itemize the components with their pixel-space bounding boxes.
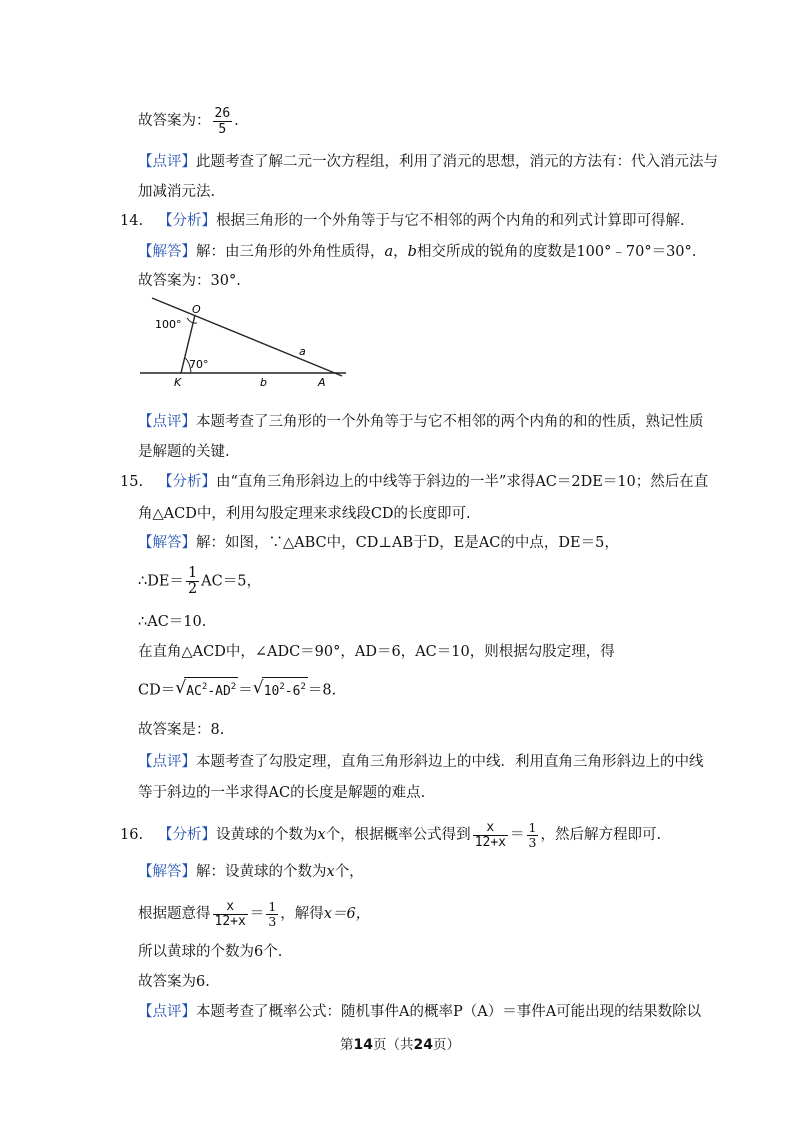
- review-line: 【点评】此题考查了解二元一次方程组，利用了消元的思想，消元的方法有：代入消元法与: [138, 154, 718, 170]
- question-number: 14.: [120, 213, 144, 229]
- radical: √ $10^2-6^2$: [252, 678, 306, 699]
- question-number: 16.: [120, 827, 144, 843]
- radical: √ $AC^2-AD^2$: [175, 678, 237, 699]
- analysis-tag: 【分析】: [158, 474, 216, 490]
- line-a: [152, 298, 342, 376]
- solution-step: 根据题意得 $\frac{x}{12+x}$ ＝ $\frac{1}{3}$ ，解得x＝6，: [138, 898, 371, 929]
- analysis-line-continued: 角△ACD中，利用勾股定理来求线段CD的长度即可.: [138, 506, 471, 522]
- one-third-fraction: $\frac{1}{3}$: [268, 898, 277, 929]
- review-tag: 【点评】: [138, 1004, 196, 1020]
- answer-label: 故答案为：: [138, 113, 211, 129]
- review-line-continued: 加减消元法.: [138, 184, 216, 200]
- review-line: 【点评】本题考查了勾股定理，直角三角形斜边上的中线．利用直角三角形斜边上的中线: [138, 754, 704, 770]
- review-tag: 【点评】: [138, 754, 196, 770]
- question-number: 15.: [120, 474, 144, 490]
- half-fraction: $\frac{1}{2}$: [187, 565, 198, 597]
- label-o: O: [192, 303, 201, 316]
- probability-fraction: $\frac{x}{12+x}$: [214, 898, 246, 929]
- solution-step: ∴AC＝10.: [138, 614, 207, 630]
- analysis-line: 15. 【分析】由“直角三角形斜边上的中线等于斜边的一半”求得AC＝2DE＝10；然后在直: [120, 474, 709, 490]
- one-third-fraction: $\frac{1}{3}$: [528, 819, 537, 850]
- solution-line: 【解答】解：设黄球的个数为x个，: [138, 864, 364, 880]
- answer-fraction: $\frac{26}{5}$: [214, 105, 231, 137]
- solution-tag: 【解答】: [138, 244, 196, 260]
- solution-step: ∴DE＝ $\frac{1}{2}$ AC＝5，: [138, 565, 261, 597]
- review-tag: 【点评】: [138, 414, 196, 430]
- angle-figure: [140, 294, 355, 390]
- solution-tag: 【解答】: [138, 864, 196, 880]
- review-line: 【点评】本题考查了概率公式：随机事件A的概率P（A）＝事件A可能出现的结果数除以: [138, 1004, 702, 1020]
- answer-line: 故答案为：30°.: [138, 273, 241, 289]
- analysis-tag: 【分析】: [158, 827, 216, 843]
- review-line: 【点评】本题考查了三角形的一个外角等于与它不相邻的两个内角的和的性质，熟记性质: [138, 414, 704, 430]
- analysis-line: 16. 【分析】设黄球的个数为x个，根据概率公式得到 $\frac{x}{12+x}$ ＝ $\frac{1}{3}$ ，然后解方程即可.: [120, 818, 661, 852]
- review-line-continued: 等于斜边的一半求得AC的长度是解题的难点.: [138, 785, 426, 801]
- answer-line: 故答案为： $\frac{26}{5}$ .: [138, 105, 239, 137]
- solution-step-formula: CD＝ √ $AC^2-AD^2$ ＝ √ $10^2-6^2 =8$.: [138, 677, 336, 704]
- solution-step: 所以黄球的个数为6个.: [138, 944, 283, 960]
- label-100: 100°: [155, 318, 182, 331]
- label-a-point: A: [318, 376, 326, 389]
- answer-line: 故答案是：8.: [138, 722, 225, 738]
- label-a: a: [299, 345, 306, 358]
- solution-line: 【解答】解：由三角形的外角性质得，a，b相交所成的锐角的度数是100°﹣70°＝30°.: [138, 244, 697, 260]
- answer-line: 故答案为6.: [138, 974, 210, 990]
- probability-fraction: $\frac{x}{12+x}$: [474, 819, 506, 850]
- angle-arc-100: [187, 318, 197, 323]
- analysis-line: 14. 【分析】根据三角形的一个外角等于与它不相邻的两个内角的和列式计算即可得解.: [120, 213, 685, 229]
- analysis-tag: 【分析】: [158, 213, 216, 229]
- solution-step: 在直角△ACD中，∠ADC＝90°，AD＝6，AC＝10，则根据勾股定理，得: [138, 644, 615, 660]
- total-pages: 24: [413, 1037, 433, 1053]
- label-k: K: [174, 376, 182, 389]
- solution-tag: 【解答】: [138, 535, 196, 551]
- page-footer: 第14页（共24页）: [340, 1037, 460, 1053]
- solution-line: 【解答】解：如图，∵△ABC中，CD⊥AB于D，E是AC的中点，DE＝5，: [138, 535, 619, 551]
- label-70: 70°: [189, 358, 209, 371]
- review-tag: 【点评】: [138, 154, 196, 170]
- current-page: 14: [353, 1037, 373, 1053]
- label-b: b: [260, 376, 267, 389]
- review-line-continued: 是解题的关键.: [138, 444, 230, 460]
